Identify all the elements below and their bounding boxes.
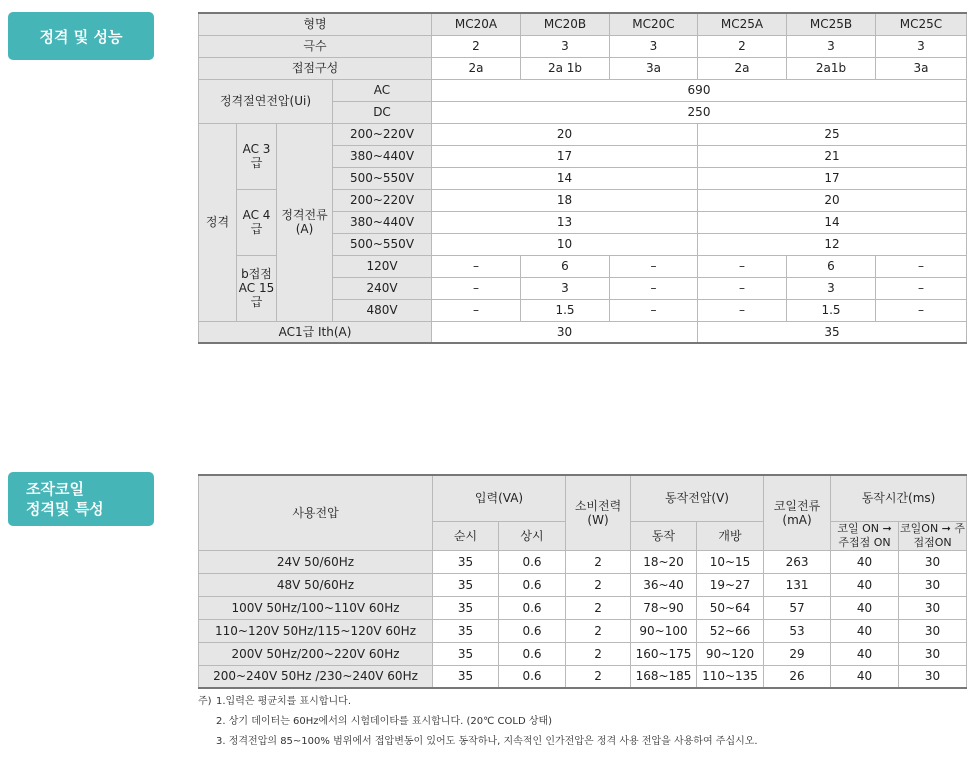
dropout-cell: 10~15 <box>697 550 764 573</box>
value-cell: 17 <box>698 167 967 189</box>
voltage-cell: 200~240V 50Hz /230~240V 60Hz <box>199 665 433 688</box>
pickup-cell: 36~40 <box>631 573 697 596</box>
voltage-cell: 200~220V <box>333 189 432 211</box>
coil-current-cell: 53 <box>764 619 831 642</box>
coil-characteristics-table <box>198 474 967 689</box>
sealed-cell: 0.6 <box>499 642 566 665</box>
dropout-cell: 90~120 <box>697 642 764 665</box>
power-cell: 2 <box>566 665 631 688</box>
note-text: 3. 정격전압의 85~100% 범위에서 접압변동이 있어도 동작하나, 지속적인 인가전압은 정격 사용 전압을 사용하여 주십시오. <box>216 736 758 747</box>
coil-current-cell: 26 <box>764 665 831 688</box>
value-cell: 1.5 <box>787 299 876 321</box>
contact-label: 접점구성 <box>199 57 432 79</box>
section-title-coil-line1: 조작코일 <box>26 480 84 498</box>
value-cell: 14 <box>432 167 698 189</box>
coil-current-cell: 57 <box>764 596 831 619</box>
note-line <box>198 692 758 712</box>
dropout-cell: 19~27 <box>697 573 764 596</box>
power-cell: 2 <box>566 619 631 642</box>
value-cell: 3 <box>521 277 610 299</box>
inrush-cell: 35 <box>433 596 499 619</box>
voltage-cell: 480V <box>333 299 432 321</box>
poles-cell: 2 <box>432 35 521 57</box>
value-cell: – <box>610 255 698 277</box>
model-cell: MC20A <box>432 13 521 35</box>
ui-ac-value: 690 <box>432 79 967 101</box>
value-cell: 6 <box>787 255 876 277</box>
coil-row <box>199 573 967 596</box>
current-label: 정격전류 (A) <box>277 123 333 321</box>
note-line <box>198 732 758 752</box>
voltage-cell: 500~550V <box>333 167 432 189</box>
voltage-cell: 500~550V <box>333 233 432 255</box>
value-cell: – <box>432 299 521 321</box>
on-time-cell: 30 <box>899 550 967 573</box>
rated-label: 정격 <box>199 123 237 321</box>
power-cell: 2 <box>566 550 631 573</box>
voltage-cell: 120V <box>333 255 432 277</box>
sealed-cell: 0.6 <box>499 596 566 619</box>
value-cell: – <box>876 277 967 299</box>
pickup-cell: 160~175 <box>631 642 697 665</box>
sealed-cell: 0.6 <box>499 573 566 596</box>
on-time-cell: 40 <box>831 619 899 642</box>
power-header: 소비전력 (W) <box>566 475 631 550</box>
on-time-cell: 30 <box>899 573 967 596</box>
ac4-label: AC 4급 <box>237 189 277 255</box>
poles-row <box>199 35 967 57</box>
pickup-cell: 90~100 <box>631 619 697 642</box>
on-time-header: 코일ON ➞ 주접점ON <box>900 521 966 549</box>
pickup-cell: 18~20 <box>631 550 697 573</box>
coil-header-row <box>199 475 967 521</box>
inrush-cell: 35 <box>433 642 499 665</box>
value-cell: 18 <box>432 189 698 211</box>
voltage-cell: 200V 50Hz/200~220V 60Hz <box>199 642 433 665</box>
model-cell: MC20B <box>521 13 610 35</box>
on-time-cell: 30 <box>899 619 967 642</box>
value-cell: 12 <box>698 233 967 255</box>
value-cell: – <box>610 299 698 321</box>
rating-performance-table <box>198 12 967 344</box>
ac-label: AC <box>333 79 432 101</box>
value-cell: 6 <box>521 255 610 277</box>
on-time-cell: 30 <box>899 665 967 688</box>
pickup-cell: 168~185 <box>631 665 697 688</box>
voltage-cell: 48V 50/60Hz <box>199 573 433 596</box>
model-cell: MC25A <box>698 13 787 35</box>
value-cell: 13 <box>432 211 698 233</box>
model-cell: MC25C <box>876 13 967 35</box>
voltage-cell: 380~440V <box>333 145 432 167</box>
contact-cell: 3a <box>610 57 698 79</box>
power-cell: 2 <box>566 573 631 596</box>
dc-label: DC <box>333 101 432 123</box>
ac3-row <box>199 123 967 145</box>
model-row <box>199 13 967 35</box>
opvolt-header: 동작전압(V) <box>631 475 764 521</box>
dropout-header: 개방 <box>697 521 764 550</box>
coil-row <box>199 596 967 619</box>
value-cell: 20 <box>698 189 967 211</box>
coil-current-cell: 263 <box>764 550 831 573</box>
section-title-coil-line2: 정격및 특성 <box>26 500 104 518</box>
on-time-cell: 40 <box>831 596 899 619</box>
coil-row <box>199 550 967 573</box>
sealed-cell: 0.6 <box>499 619 566 642</box>
note-text: 1.입력은 평균치를 표시합니다. <box>216 696 351 707</box>
inrush-cell: 35 <box>433 619 499 642</box>
contact-cell: 2a <box>432 57 521 79</box>
on-time-header: 코일 ON ➞ 주접점 ON <box>831 521 899 550</box>
value-cell: – <box>876 255 967 277</box>
value-cell: – <box>698 277 787 299</box>
section-title-rating-text: 정격 및 성능 <box>39 27 123 46</box>
ith-value: 30 <box>432 321 698 343</box>
ui-ac-row <box>199 79 967 101</box>
poles-cell: 3 <box>876 35 967 57</box>
note-mark: 주) <box>198 696 212 707</box>
model-cell: MC20C <box>610 13 698 35</box>
value-cell: 21 <box>698 145 967 167</box>
sealed-cell: 0.6 <box>499 550 566 573</box>
contact-cell: 2a <box>698 57 787 79</box>
voltage-cell: 110~120V 50Hz/115~120V 60Hz <box>199 619 433 642</box>
power-cell: 2 <box>566 596 631 619</box>
on-time-cell: 30 <box>899 642 967 665</box>
value-cell: 25 <box>698 123 967 145</box>
poles-cell: 2 <box>698 35 787 57</box>
coil-current-cell: 131 <box>764 573 831 596</box>
ui-label: 정격절연전압(Ui) <box>199 79 333 123</box>
on-time-cell: 30 <box>899 596 967 619</box>
value-cell: – <box>876 299 967 321</box>
input-header: 입력(VA) <box>433 475 566 521</box>
ith-row <box>199 321 967 343</box>
value-cell: 10 <box>432 233 698 255</box>
poles-cell: 3 <box>787 35 876 57</box>
value-cell: 3 <box>787 277 876 299</box>
voltage-cell: 240V <box>333 277 432 299</box>
inrush-cell: 35 <box>433 665 499 688</box>
ith-value: 35 <box>698 321 967 343</box>
inrush-cell: 35 <box>433 550 499 573</box>
poles-cell: 3 <box>610 35 698 57</box>
ith-label: AC1급 Ith(A) <box>199 321 432 343</box>
voltage-cell: 24V 50/60Hz <box>199 550 433 573</box>
ui-dc-value: 250 <box>432 101 967 123</box>
value-cell: – <box>698 299 787 321</box>
voltage-header: 사용전압 <box>199 475 433 550</box>
power-cell: 2 <box>566 642 631 665</box>
section-title-coil <box>8 472 154 526</box>
ac3-label: AC 3급 <box>237 123 277 189</box>
voltage-cell: 200~220V <box>333 123 432 145</box>
sealed-cell: 0.6 <box>499 665 566 688</box>
on-time-cell: 40 <box>831 573 899 596</box>
note-line <box>198 712 758 732</box>
contact-cell: 2a1b <box>787 57 876 79</box>
value-cell: 17 <box>432 145 698 167</box>
value-cell: – <box>432 255 521 277</box>
coil-row <box>199 619 967 642</box>
dropout-cell: 52~66 <box>697 619 764 642</box>
model-label: 형명 <box>199 13 432 35</box>
value-cell: 20 <box>432 123 698 145</box>
section-title-rating <box>8 12 154 60</box>
value-cell: 1.5 <box>521 299 610 321</box>
inrush-header: 순시 <box>433 521 499 550</box>
on-time-cell: 40 <box>831 550 899 573</box>
contact-cell: 2a 1b <box>521 57 610 79</box>
on-time-cell: 40 <box>831 642 899 665</box>
dropout-cell: 110~135 <box>697 665 764 688</box>
coil-row <box>199 642 967 665</box>
coil-row <box>199 665 967 688</box>
poles-label: 극수 <box>199 35 432 57</box>
voltage-cell: 100V 50Hz/100~110V 60Hz <box>199 596 433 619</box>
on-time-cell: 40 <box>831 665 899 688</box>
voltage-cell: 380~440V <box>333 211 432 233</box>
coil-current-header: 코일전류 (mA) <box>764 475 831 550</box>
optime-header: 동작시간(ms) <box>831 475 967 521</box>
model-cell: MC25B <box>787 13 876 35</box>
pickup-header: 동작 <box>631 521 697 550</box>
value-cell: – <box>610 277 698 299</box>
sealed-header: 상시 <box>499 521 566 550</box>
value-cell: – <box>432 277 521 299</box>
poles-cell: 3 <box>521 35 610 57</box>
coil-current-cell: 29 <box>764 642 831 665</box>
contact-row <box>199 57 967 79</box>
value-cell: – <box>698 255 787 277</box>
pickup-cell: 78~90 <box>631 596 697 619</box>
inrush-cell: 35 <box>433 573 499 596</box>
contact-cell: 3a <box>876 57 967 79</box>
value-cell: 14 <box>698 211 967 233</box>
ac15-label: b접점 AC 15급 <box>237 255 277 321</box>
note-text: 2. 상기 데이터는 60Hz에서의 시험데이타를 표시합니다. (20℃ COLD 상태) <box>216 716 553 727</box>
dropout-cell: 50~64 <box>697 596 764 619</box>
notes <box>198 692 758 752</box>
